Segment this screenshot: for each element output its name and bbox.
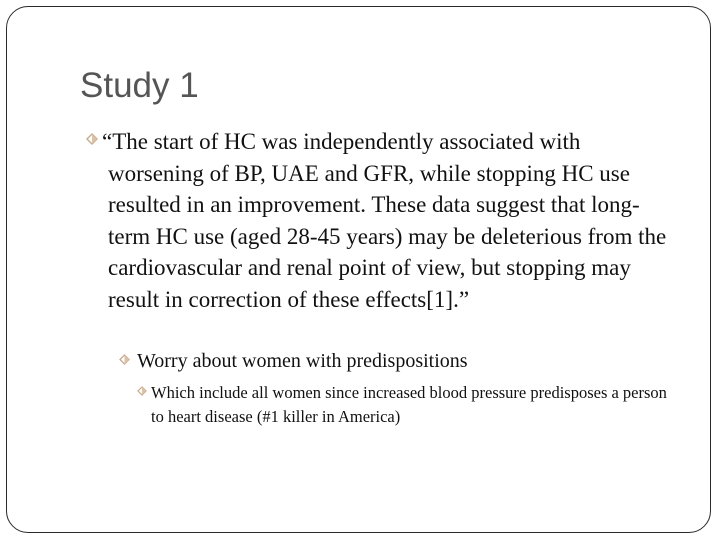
slide-title: Study 1 (80, 66, 199, 105)
bullet-level-2 (119, 348, 679, 374)
diamond-bullet-icon (137, 385, 147, 397)
diamond-bullet-icon (119, 353, 130, 366)
slide-frame (6, 6, 711, 533)
bullet-level-3 (137, 381, 667, 429)
bullet-text-level-3: Which include all women since increased blood pressure predisposes a person to heart disease (#1 killer in America) (151, 383, 667, 426)
bullet-text-level-2: Worry about women with predispositions (137, 350, 468, 372)
diamond-bullet-icon (86, 132, 98, 146)
bullet-level-1 (86, 126, 676, 315)
bullet-text-level-1: “The start of HC was independently associated with worsening of BP, UAE and GFR, while stopping HC use resulted in an improvement. These data suggest that long-term HC use (aged 28-45 years) may be deleterious from the cardiovascular and renal point of view, but stopping may result in correction of these effects[1].” (102, 129, 667, 312)
